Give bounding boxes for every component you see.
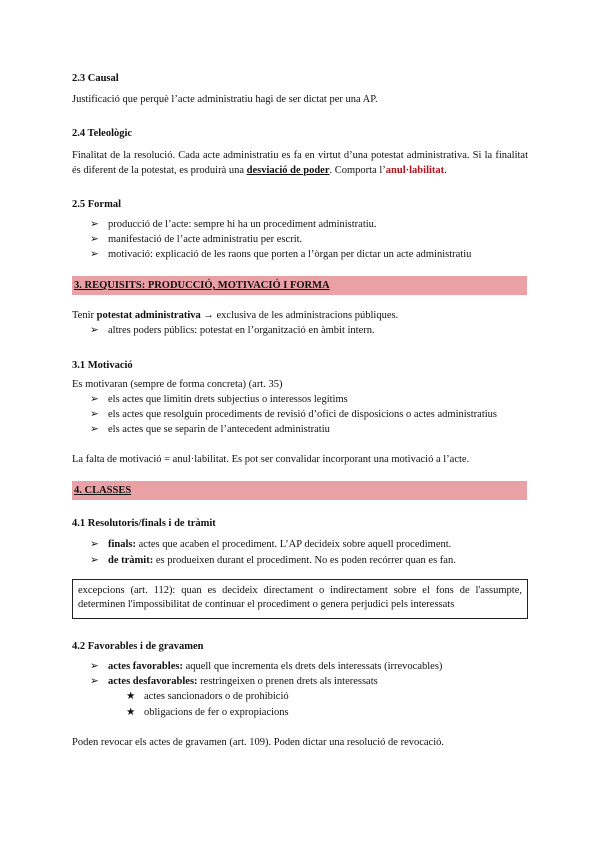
arrow-bullet-icon: ➢ xyxy=(90,676,99,687)
section-bar-4: 4. CLASSES xyxy=(72,481,527,500)
paragraph-2-4-text-b: . Comporta l’ xyxy=(329,165,386,176)
arrow-bullet-icon: ➢ xyxy=(90,424,99,435)
term-anul-labilitat: anul·labilitat xyxy=(385,165,445,176)
list-item xyxy=(90,538,451,552)
paragraph-3-intro-b: → exclusiva de les administracions públiques. xyxy=(200,310,399,321)
list-item-text: altres poders públics: potestat en l’organització en àmbit intern. xyxy=(108,325,375,336)
sub-list-item xyxy=(126,690,289,704)
paragraph-2-3: Justificació que perquè l’acte administratiu hagi de ser dictat per una AP. xyxy=(72,94,378,105)
list-item-text: els actes que limitin drets subjectius o interessos legítims xyxy=(108,394,348,405)
arrow-bullet-icon: ➢ xyxy=(90,219,99,230)
paragraph-3-1-closing: La falta de motivació = anul·labilitat. Es pot ser convalidar incorporant una motivació a l’acte. xyxy=(72,454,470,465)
arrow-bullet-icon: ➢ xyxy=(90,555,99,566)
list-item xyxy=(90,554,456,568)
list-item xyxy=(90,675,378,689)
heading-2-5: 2.5 Formal xyxy=(72,199,121,210)
sub-list-item-text: actes sancionadors o de prohibició xyxy=(144,691,289,702)
list-item-text: actes que acaben el procediment. L’AP decideix sobre aquell procediment. xyxy=(136,539,452,550)
star-bullet-icon: ★ xyxy=(126,707,136,718)
paragraph-3-intro xyxy=(72,309,398,323)
sub-list-item xyxy=(126,706,289,720)
list-item xyxy=(90,218,377,232)
heading-4-2: 4.2 Favorables i de gravamen xyxy=(72,641,204,652)
arrow-bullet-icon: ➢ xyxy=(90,409,99,420)
list-item xyxy=(90,393,348,407)
heading-3-1: 3.1 Motivació xyxy=(72,360,133,371)
star-bullet-icon: ★ xyxy=(126,691,136,702)
arrow-bullet-icon: ➢ xyxy=(90,539,99,550)
term-desviacio-de-poder: desviació de poder xyxy=(246,165,330,176)
list-item-term: finals: xyxy=(108,539,137,550)
arrow-bullet-icon: ➢ xyxy=(90,234,99,245)
list-item-term: actes desfavorables: xyxy=(108,676,198,687)
list-item-term: de tràmit: xyxy=(108,555,154,566)
list-item-text: els actes que resolguin procediments de revisió d’ofici de disposicions o actes administratius xyxy=(108,409,497,420)
list-item-text: els actes que se separin de l’antecedent administratiu xyxy=(108,424,330,435)
list-item-text: motivació: explicació de les raons que porten a l’òrgan per dictar un acte administratiu xyxy=(108,249,472,260)
list-item xyxy=(90,423,330,437)
paragraph-3-1-intro: Es motivaran (sempre de forma concreta) (art. 35) xyxy=(72,379,283,390)
section-bar-3: 3. REQUISITS: PRODUCCIÓ, MOTIVACIÓ I FORMA xyxy=(72,276,527,295)
arrow-bullet-icon: ➢ xyxy=(90,325,99,336)
term-potestat-administrativa: potestat administrativa xyxy=(96,310,201,321)
list-item xyxy=(90,248,471,262)
arrow-bullet-icon: ➢ xyxy=(90,661,99,672)
list-item xyxy=(90,408,497,422)
paragraph-2-4 xyxy=(72,148,528,178)
list-item xyxy=(90,324,375,338)
heading-2-4: 2.4 Teleològic xyxy=(72,128,133,139)
paragraph-3-intro-a: Tenir xyxy=(72,310,97,321)
list-item-text: aquell que incrementa els drets dels interessats (irrevocables) xyxy=(182,661,443,672)
arrow-bullet-icon: ➢ xyxy=(90,394,99,405)
paragraph-2-4-text-a: Finalitat de la resolució. Cada acte administratiu es fa en virtut d’una potestat administrativa. Si la finalitat és diferent de la potestat, es produirà una xyxy=(72,150,528,176)
paragraph-4-2-closing: Poden revocar els actes de gravamen (art. 109). Poden dictar una resolució de revocació. xyxy=(72,737,445,748)
list-item-text: manifestació de l’acte administratiu per escrit. xyxy=(108,234,303,245)
list-item xyxy=(90,660,442,674)
heading-2-3: 2.3 Causal xyxy=(72,73,119,84)
paragraph-2-4-text-c: . xyxy=(444,165,447,176)
heading-4-1: 4.1 Resolutoris/finals i de tràmit xyxy=(72,518,216,529)
exceptions-box: excepcions (art. 112): quan es decideix directament o indirectament sobre el fons de l'assumpte, determinen l'impossibilitat de continuar el procediment o genera perjudici pels interessats xyxy=(72,579,528,619)
list-item-term: actes favorables: xyxy=(108,661,183,672)
arrow-bullet-icon: ➢ xyxy=(90,249,99,260)
list-item-text: restringeixen o prenen drets als interessats xyxy=(197,676,378,687)
sub-list-item-text: obligacions de fer o expropiacions xyxy=(144,707,289,718)
list-item-text: producció de l’acte: sempre hi ha un procediment administratiu. xyxy=(108,219,377,230)
list-item xyxy=(90,233,302,247)
list-item-text: es produeixen durant el procediment. No es poden recórrer quan es fan. xyxy=(153,555,456,566)
